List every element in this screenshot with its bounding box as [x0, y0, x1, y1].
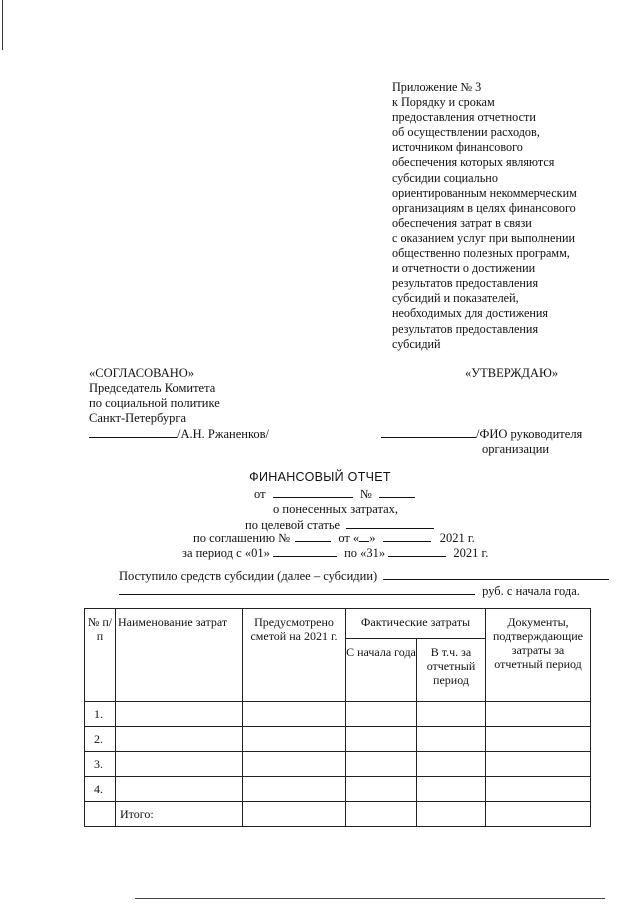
col-actual-header: Фактические затраты — [346, 609, 486, 639]
appendix-line: обеспечения которых являются — [392, 155, 555, 170]
appendix-line: предоставления отчетности — [392, 110, 536, 125]
period-to-label: по «31» — [344, 546, 386, 560]
appendix-line: с оказанием услуг при выполнении — [392, 230, 576, 245]
report-title: ФИНАНСОВЫЙ ОТЧЕТ — [249, 470, 391, 484]
appendix-line: ориентированным некоммерческим — [392, 185, 577, 200]
cell-planned[interactable] — [243, 752, 346, 777]
rub-label: руб. с начала года. — [482, 584, 580, 598]
cell-from-start[interactable] — [346, 752, 417, 777]
rub-blank[interactable] — [119, 583, 475, 595]
agreement-day-blank[interactable] — [359, 530, 369, 542]
appendix-line: Приложение № 3 — [392, 80, 482, 94]
col-planned-header: Предусмотрено сметой на 2021 г. — [243, 609, 346, 702]
cell-from-start[interactable] — [346, 777, 417, 802]
agreed-position: Председатель Комитета — [89, 381, 216, 395]
agreement-from: от « — [338, 531, 360, 545]
cell-reporting[interactable] — [417, 702, 486, 727]
table-total-row — [85, 802, 591, 827]
bottom-rule — [135, 898, 605, 899]
rub-line — [119, 583, 580, 599]
appendix-line: об осуществлении расходов, — [392, 125, 540, 140]
cell-docs[interactable] — [486, 727, 591, 752]
approve-signature-line — [381, 426, 582, 457]
received-line — [119, 568, 609, 584]
agreed-city: Санкт-Петербурга — [89, 411, 187, 425]
signature-blank[interactable] — [89, 426, 177, 438]
agreed-signature-line — [89, 426, 269, 442]
cell-docs[interactable] — [486, 752, 591, 777]
target-article-label: по целевой статье — [245, 518, 341, 532]
agreement-label: по соглашению № — [193, 531, 291, 545]
cell-name[interactable] — [116, 727, 243, 752]
appendix-line: необходимых для достижения — [392, 306, 549, 321]
appendix-line: результатов предоставления — [392, 276, 539, 291]
cell-name[interactable] — [116, 777, 243, 802]
total-number-cell — [85, 802, 116, 827]
report-date-blank[interactable] — [273, 486, 353, 498]
agreed-signer: /А.Н. Ржаненков/ — [177, 427, 270, 441]
agreement-number-blank[interactable] — [295, 530, 331, 542]
period-year: 2021 г. — [453, 546, 489, 560]
cell-docs[interactable] — [486, 777, 591, 802]
appendix-line: организациям в целях финансового — [392, 200, 576, 215]
agreement-close: » — [369, 531, 376, 545]
total-label: Итого: — [116, 802, 243, 827]
from-label: от — [254, 487, 266, 501]
period-from-label: за период с «01» — [182, 546, 270, 560]
cell-reporting[interactable] — [417, 752, 486, 777]
appendix-line: к Порядку и срокам — [392, 95, 495, 110]
cell-planned[interactable] — [243, 727, 346, 752]
col-reporting-header: В т.ч. за отчетный период — [417, 639, 486, 702]
cell-planned[interactable] — [243, 777, 346, 802]
agreed-committee: по социальной политике — [89, 396, 220, 410]
page-edge-line — [2, 0, 3, 50]
total-from-start[interactable] — [346, 802, 417, 827]
cell-name[interactable] — [116, 702, 243, 727]
appendix-line: обеспечения затрат в связи — [392, 215, 532, 230]
agreement-year: 2021 г. — [439, 531, 475, 545]
table-row — [85, 752, 591, 777]
cell-reporting[interactable] — [417, 727, 486, 752]
row-number: 3. — [85, 752, 116, 777]
period-line — [182, 545, 488, 561]
row-number: 2. — [85, 727, 116, 752]
row-number: 1. — [85, 702, 116, 727]
appendix-line: и отчетности о достижении — [392, 261, 536, 276]
approve-heading: «УТВЕРЖДАЮ» — [465, 366, 559, 380]
table-row — [85, 727, 591, 752]
expenses-line: о понесенных затратах, — [273, 502, 399, 516]
period-from-blank[interactable] — [273, 545, 337, 557]
cell-reporting[interactable] — [417, 777, 486, 802]
appendix-line: общественно полезных программ, — [392, 246, 570, 261]
appendix-line: источником финансового — [392, 140, 523, 155]
approve-signer: /ФИО руководителя — [476, 427, 583, 441]
col-name-header: Наименование затрат — [116, 609, 243, 702]
appendix-block — [392, 80, 607, 352]
col-docs-header: Документы, подтверждающие затраты за отчетный период — [486, 609, 591, 702]
period-to-blank[interactable] — [388, 545, 446, 557]
cell-from-start[interactable] — [346, 727, 417, 752]
col-number-header: № п/п — [85, 609, 116, 702]
total-planned[interactable] — [243, 802, 346, 827]
row-number: 4. — [85, 777, 116, 802]
table-row — [85, 702, 591, 727]
appendix-line: субсидий и показателей, — [392, 291, 519, 306]
agreement-line — [193, 530, 475, 546]
cell-docs[interactable] — [486, 702, 591, 727]
total-reporting[interactable] — [417, 802, 486, 827]
report-date-line — [254, 486, 415, 502]
table-row — [85, 777, 591, 802]
cell-name[interactable] — [116, 752, 243, 777]
total-docs[interactable] — [486, 802, 591, 827]
report-number-blank[interactable] — [379, 486, 415, 498]
target-article-blank[interactable] — [346, 517, 434, 529]
appendix-line: субсидий — [392, 336, 441, 351]
signature-blank[interactable] — [381, 426, 476, 438]
financial-table — [84, 608, 591, 827]
agreed-heading: «СОГЛАСОВАНО» — [89, 366, 195, 380]
appendix-line: субсидии социально — [392, 170, 498, 185]
appendix-line: результатов предоставления — [392, 321, 539, 336]
received-label: Поступило средств субсидии (далее – субсидии) — [119, 569, 378, 583]
col-from-start-header: С начала года — [346, 639, 417, 702]
cell-planned[interactable] — [243, 702, 346, 727]
agreed-block — [89, 366, 220, 426]
received-blank[interactable] — [383, 568, 609, 580]
number-label: № — [359, 487, 372, 501]
cell-from-start[interactable] — [346, 702, 417, 727]
approve-signer-org: организации — [482, 442, 550, 456]
agreement-month-blank[interactable] — [383, 530, 431, 542]
